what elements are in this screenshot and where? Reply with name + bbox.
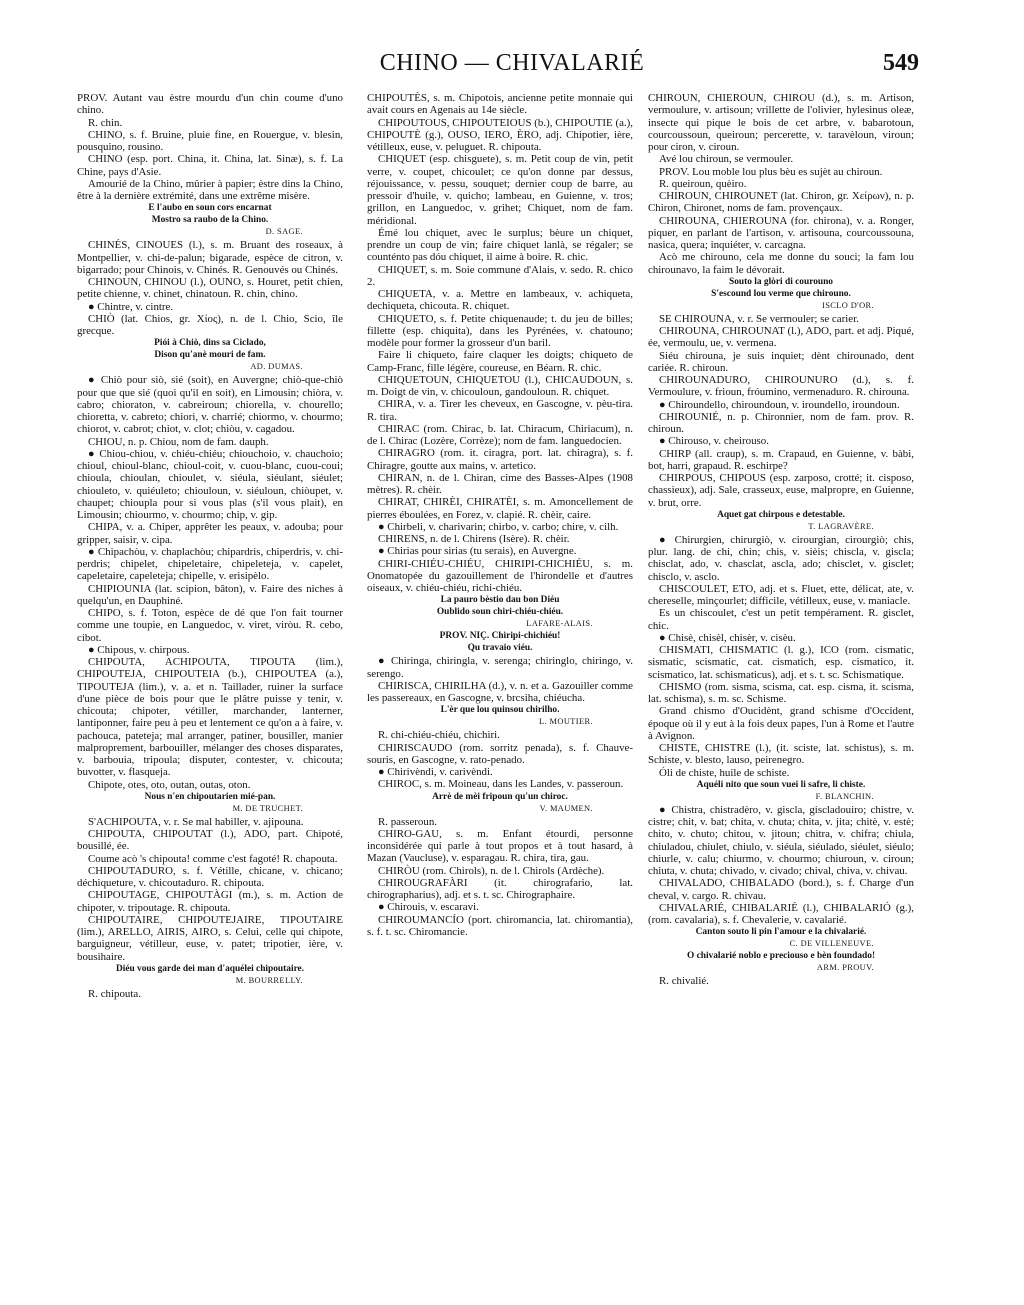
citation-line: S'escound lou verme que chirouno. <box>711 288 851 299</box>
column-right <box>648 92 914 1292</box>
dictionary-entry: CHINO, s. f. Bruine, pluie fine, en Rouergue, v. blesin, pousquino, rousino. <box>77 128 343 153</box>
dictionary-entry: CHIRISCAUDO (rom. sorritz penada), s. f. Chauve-souris, en Gascogne, v. rato-penado. <box>367 741 633 766</box>
dictionary-entry: ● Chirouso, v. cheirouso. <box>659 435 769 448</box>
dictionary-entry: CHIRENS, n. de l. Chirens (Isère). R. chèir. <box>378 533 570 545</box>
dictionary-entry: ● Chisè, chisèl, chisèr, v. cisèu. <box>659 631 796 644</box>
dictionary-entry: CHIVALARIÉ, CHIBALARIÉ (l.), CHIBALARIÓ (g.), (rom. cavalaria), s. f. Chevalerie, v. cavalarié. <box>648 901 914 926</box>
dictionary-entry: CHISTE, CHISTRE (l.), (it. sciste, lat. schistus), s. m. Schiste, v. blesto, lauso, peirenegro. <box>648 742 914 767</box>
dictionary-entry: ● Chintre, v. cintre. <box>88 300 174 313</box>
dictionary-entry: CHIRÒU (rom. Chirols), n. de l. Chirols (Ardèche). <box>378 864 605 877</box>
dictionary-entry: S'ACHIPOUTA, v. r. Se mal habiller, v. ajipouna. <box>88 815 304 828</box>
dictionary-entry: SE CHIROUNA, v. r. Se vermouler; se carier. <box>659 312 859 325</box>
dictionary-entry: R. chivalié. <box>659 975 709 988</box>
citation-line: Aquet gat chirpous e detestable. <box>717 509 845 520</box>
citation-source: LAFARE-ALAIS. <box>526 619 593 629</box>
citation-line: Mostro sa raubo de la Chino. <box>151 215 269 226</box>
dictionary-entry: ● Chirouis, v. escaravi. <box>378 901 479 914</box>
citation-line: Diéu vous garde dei man d'aquélei chipoutaire. <box>115 963 305 974</box>
dictionary-entry: ● Chiringa, chiringla, v. serenga; chiringlo, chiringo, v. serengo. <box>367 655 633 680</box>
dictionary-entry: R. chin. <box>88 116 123 129</box>
dictionary-entry: PROV. Lou moble lou plus bèu es sujèt au chiroun. <box>659 165 883 178</box>
citation-line: Piói à Chiò, dins sa Ciclado, <box>154 338 266 349</box>
dictionary-entry: CHISMATI, CHISMATIC (l. g.), ICO (rom. cismatic, sismatic, scismatic, cat. cismatich, esp. cismatico, it. scismatico, lat. schismaticus), adj. et s. t. sc. Schismatique. <box>648 644 914 681</box>
dictionary-entry: CHINOUN, CHINOU (l.), OUNO, s. Houret, petit chien, petite chienne, v. chinet, chinatoun. R. chin, chino. <box>77 276 343 301</box>
dictionary-entry: CHIPOUTAIRE, CHIPOUTEJAIRE, TIPOUTAIRE (lim.), ARELLO, AIRIS, AIRO, s. Celui, celle qui chipote, barguigneur, vétilleur, euse, v. patet; tripotier, ière, v. bousihaire. <box>77 913 343 963</box>
column-left <box>77 92 343 1292</box>
dictionary-entry: Amourié de la Chino, mûrier à papier; èstre dins la Chino, être à la dernière extrémité, dans une extrême misère. <box>77 177 343 202</box>
dictionary-entry: ● Chirurgien, chirurgiò, v. cirourgian, cirourgiò; chis, plur. lang. de chi, chin; chis, v. sièis; chiscla, v. giscla; chisclat, ado, v. chasclat, ascla, ado; chisclet, v. gisclet; chisclo, v. asclo. <box>648 533 914 583</box>
dictionary-entry: CHIROC, s. m. Moineau, dans les Landes, v. passeroun. <box>378 778 624 791</box>
dictionary-entry: Chipote, otes, oto, outan, outas, oton. <box>88 778 251 791</box>
dictionary-entry: CHIQUETO, s. f. Petite chiquenaude; t. du jeu de billes; fillette (esp. chiquita), dans les Pyrénées, v. chatouno; modèle pour former la grosseur d'un baril. <box>367 312 633 349</box>
dictionary-entry: CHIRA, v. a. Tirer les cheveux, en Gascogne, v. pèu-tira. R. tira. <box>367 398 633 423</box>
dictionary-entry: CHIROUNIÉ, n. p. Chironnier, nom de fam. prov. R. chiroun. <box>648 410 914 435</box>
dictionary-entry: CHIPIOUNIA (lat. scipion, bâton), v. Faire des niches à quelqu'un, en Dauphiné. <box>77 582 343 607</box>
dictionary-entry: Siéu chirouna, je suis inquiet; dènt chirounado, dent cariée. R. chiroun. <box>648 349 914 374</box>
dictionary-entry: CHIRP (all. craup), s. m. Crapaud, en Guienne, v. bàbi, bot, harri, grapaud. R. eschirpe? <box>648 447 914 472</box>
dictionary-entry: CHIPA, v. a. Chiper, apprêter les peaux, v. adouba; pour gripper, saisir, v. cipa. <box>77 521 343 546</box>
column-middle <box>367 92 633 1292</box>
citation-source: V. MAUMEN. <box>539 803 593 813</box>
citation-line: Qu travaio viéu. <box>467 643 533 654</box>
dictionary-entry: CHIROUNA, CHIROUNAT (l.), ADO, part. et adj. Piqué, ée, vermoulu, ue, v. vermena. <box>648 325 914 350</box>
dictionary-entry: CHIROUNA, CHIEROUNA (for. chirona), v. a. Ronger, piquer, en parlant de l'artison, v. artisouna, courcoussouna, nasica, quera; inquiéter, v. carcagna. <box>648 214 914 251</box>
citation-source: L. MOUTIER. <box>539 717 593 727</box>
citation-source: F. BLANCHIN. <box>815 791 874 801</box>
dictionary-entry: R. chi-chiéu-chiéu, chichiri. <box>378 729 500 742</box>
citation-line: E l'aubo en soun cors encarnat <box>148 203 272 214</box>
dictionary-entry: CHIRI-CHIÉU-CHIÉU, CHIRIPI-CHICHIÉU, s. m. Onomatopée du gazouillement de l'hirondelle et d'autres oiseaux, v. chiéu-chiéu, richi-chiéu. <box>367 557 633 594</box>
dictionary-entry: CHIPOUTOUS, CHIPOUTEIOUS (b.), CHIPOUTIE (a.), CHIPOUTÈ (g.), OUSO, IERO, ÈRO, adj. Chipotier, ière, vétilleux, euse, v. peluguet. R. chipouta. <box>367 116 633 153</box>
dictionary-entry: CHIPO, s. f. Toton, espèce de dé que l'on fait tourner comme une toupie, en Languedoc, v. viret, viròu. R. cebo, cibot. <box>77 607 343 644</box>
citation-source: M. BOURRELLY. <box>235 975 303 985</box>
dictionary-entry: CHIRO-GAU, s. m. Enfant étourdi, personne inconsidérée qui parle à tout propos et à tout hasard, à Mazan (Vaucluse), v. esparagau. R. chira, tira, gau. <box>367 827 633 865</box>
citation-line: PROV. NIÇ. Chiripi-chichiéu! <box>439 631 561 642</box>
dictionary-entry: CHIRAT, CHIRÈI, CHIRATÈI, s. m. Amoncellement de pierres éboulées, en Forez, v. clapié. R. chèir, caire. <box>367 496 633 521</box>
dictionary-entry: R. queiroun, quèiro. <box>659 177 747 190</box>
dictionary-entry: ● Chipachòu, v. chaplachòu; chipardris, chiperdris, v. chi-perdris; chipelet, chipeletaire, chipeleteja, v. capelet, capeletaire, capeleteja; chipelle, v. erisipèlo. <box>77 545 343 583</box>
dictionary-entry: CHIQUETA, v. a. Mettre en lambeaux, v. achiqueta, dechiqueta, chicouta. R. chiquet. <box>367 288 633 313</box>
dictionary-entry: CHINÉS, CINOUES (l.), s. m. Bruant des roseaux, à Montpellier, v. chi-de-palun; bigarade, espèce de citron, v. bigarrado; pour Chinois, v. Chinés. R. Genouvés ou Chinés. <box>77 239 343 276</box>
dictionary-entry: CHIQUET (esp. chisguete), s. m. Petit coup de vin, petit verre, v. coupet, chicoulet; ce qu'on donne par dessus, réjouissance, v. pessu, souquet; dernier coup de barre, au pressoir d'huile, v. quicho; lambeau, en Guienne, v. tros; grillon, en Languedoc, v. grihet; Chiquet, nom de fam. méridional. <box>367 153 633 227</box>
citation-source: AD. DUMAS. <box>250 362 303 372</box>
dictionary-entry: CHIRAN, n. de l. Chiran, cime des Basses-Alpes (1908 mètres). R. chèir. <box>367 471 633 496</box>
dictionary-entry: Óli de chiste, huile de schiste. <box>659 766 790 779</box>
citation-source: ISCLO D'OR. <box>822 300 874 310</box>
dictionary-entry: CHIQUETOUN, CHIQUETOU (l.), CHICAUDOUN, s. m. Doigt de vin, v. chicouloun, gandouloun. R. chiquet. <box>367 373 633 398</box>
dictionary-entry: CHISMO (rom. sisma, scisma, cat. esp. cisma, it. scisma, lat. schisma), s. m. sc. Schisme. <box>648 680 914 705</box>
dictionary-entry: PROV. Autant vau èstre mourdu d'un chin coume d'uno chino. <box>77 92 343 117</box>
dictionary-entry: CHISCOULET, ETO, adj. et s. Fluet, ette, délicat, ate, v. chereselle, minçourlet; difficile, vétilleux, euse, v. maniacle. <box>648 582 914 607</box>
dictionary-entry: CHIPOUTÈS, s. m. Chipotois, ancienne petite monnaie qui avait cours en Agenais au 14e siècle. <box>367 92 633 117</box>
dictionary-entry: ● Chirias pour sirias (tu serais), en Auvergne. <box>378 545 577 558</box>
dictionary-entry: ● Chipous, v. chirpous. <box>88 643 190 656</box>
dictionary-entry: Faire li chiqueto, faire claquer les doigts; chiqueto de Camp-Franc, fille légère, coureuse, en Béarn. R. chic. <box>367 349 633 374</box>
dictionary-entry: Acò me chirouno, cela me donne du souci; la fam lou chirounavo, la faim le dévorait. <box>648 251 914 276</box>
dictionary-entry: Coume acò 's chipouta! comme c'est fagoté! R. chapouta. <box>88 852 338 865</box>
dictionary-entry: CHIVALADO, CHIBALADO (bord.), s. f. Charge d'un cheval, v. cargo. R. chivau. <box>648 877 914 902</box>
dictionary-entry: ● Chistra, chistradèro, v. giscla, giscladouiro; chistre, v. cistre; chit, v. bat; chita, v. chuta; chita, v. jita; chitè, v. estè; chito, v. chuto; chitou, v. jitoun; chitra, v. chifra; chiula, chiuladou, chiulet, chiulo, v. siéula, siéulado, siéulet, siéulo; chiurle, v. calu; chiurmo, v. chourmo; chiuroun, v. ciroun; chiuta, v. chuta; chivado, v. civado; chival, chiva, v. chivau. <box>648 803 914 877</box>
page-title: CHINO — CHIVALARIÉ <box>379 50 645 76</box>
dictionary-entry: ● Chiò pour siò, sié (soit), en Auvergne; chiò-que-chiò pour que que sié (quoi qu'il en soit), en Limousin; chiòra, v. cabro; chioraton, v. cabreiroun; chiorella, v. chourello; chioretta, v. cabreto; chiori, v. charrié; chiormo, v. chourmo; chiorot, v. cabrot; chiot, v. clot; chiòu, v. cagadou. <box>77 374 343 436</box>
dictionary-entry: CHIPOUTADURO, s. f. Vétille, chicane, v. chicano; déchiqueture, v. chicoutaduro. R. chipouta. <box>77 864 343 889</box>
citation-line: Arrè de mèi fripoun qu'un chiroc. <box>432 791 568 802</box>
dictionary-entry: Es un chiscoulet, c'est un petit tempérament. R. gisclet, chic. <box>648 607 914 632</box>
citation-line: Oublido soun chiri-chiéu-chiéu. <box>436 607 564 618</box>
citation-line: Dison qu'anè mouri de fam. <box>154 350 266 361</box>
citation-source: T. LAGRAVÈRE. <box>808 521 874 531</box>
dictionary-entry: CHIÒ (lat. Chios, gr. Χίος), n. de l. Chio, Scio, île grecque. <box>77 312 343 337</box>
dictionary-entry: CHIROUN, CHIROUNET (lat. Chiron, gr. Χείρων), n. p. Chiron, Chironet, noms de fam. provençaux. <box>648 190 914 215</box>
dictionary-entry: ● Chirivèndi, v. carivèndi. <box>378 766 493 778</box>
citation-line: Aquéli nito que soun vuei li safre, li chiste. <box>696 779 866 790</box>
dictionary-entry: CHIRAGRO (rom. it. ciragra, port. lat. chiragra), s. f. Chiragre, goutte aux mains, v. artetico. <box>367 447 633 472</box>
dictionary-entry: CHIROUGRAFÀRI (it. chirografario, lat. chirographarius), adj. et s. t. sc. Chirographaire. <box>367 876 633 901</box>
dictionary-entry: CHIPOUTA, CHIPOUTAT (l.), ADO, part. Chipoté, bousillé, ée. <box>77 828 343 853</box>
dictionary-entry: ● Chiou-chiou, v. chiéu-chiéu; chiouchoio, v. chauchoio; chioul, chioul-blanc, chioul-coit, v. cuou-blanc, cuou-coui; chioula, chioulan, chioulet, v. siéula, siéulant, siéulet; chiouleto, v. quiéuleto; chiouloun, v. siéuloun, chiòupet, v. chaupet; chioupla pour si vous plas (s'il vous plait), en Limousin; chiourmo, v. chourmo; chip, v. gip. <box>77 447 343 521</box>
dictionary-entry: CHIROUNADURO, CHIROUNURO (d.), s. f. Vermoulure, v. frioun, fróumino, vermenaduro. R. chirouna. <box>648 374 914 399</box>
citation-line: O chivalarié noblo e preciouso e bèn foundado! <box>686 951 876 962</box>
page-number: 549 <box>883 50 919 76</box>
dictionary-entry: CHIPOUTAGE, CHIPOUTÀGI (m.), s. m. Action de chipoter, v. tripoutage. R. chipouta. <box>77 889 343 914</box>
citation-line: Canton souto li pin l'amour e la chivalarié. <box>695 927 867 938</box>
dictionary-entry: ● Chiroundello, chiroundoun, v. iroundello, iroundoun. <box>659 398 900 411</box>
dictionary-entry: CHIROUN, CHIEROUN, CHIROU (d.), s. m. Artison, vermoulure, v. artisoun; vrillette de l'olivier, hylesinus oleæ, insecte qui pique le bois de cet arbre, v. babarotoun, courcoussoun, queiroun; percerette, v. taravèloun, viroun; pour ciron, v. ciroun. <box>648 92 914 153</box>
dictionary-entry: R. passeroun. <box>378 815 437 828</box>
dictionary-entry: CHIRPOUS, CHIPOUS (esp. zarposo, crotté; it. cisposo, chassieux), adj. Sale, crasseux, euse, malpropre, en Guienne, v. brut, orre. <box>648 472 914 509</box>
dictionary-entry: CHIRAC (rom. Chirac, b. lat. Chiracum, Chiriacum), n. de l. Chirac (Lozère, Corrèze); nom de fam. languedocien. <box>367 422 633 447</box>
citation-source: D. SAGE. <box>265 227 303 237</box>
dictionary-entry: CHIRISCA, CHIRILHA (d.), v. n. et a. Gazouiller comme les passereaux, en Gascogne, v. brcsiha, chiéucha. <box>367 679 633 704</box>
dictionary-entry: Émé lou chiquet, avec le surplus; bèure un chiquet, prendre un coup de vin; faire chiquet lanlà, se régaler; se counténto pas dóu chiquet, il aime à boire. R. chic. <box>367 226 633 264</box>
dictionary-entry: CHINO (esp. port. China, it. China, lat. Sinæ), s. f. La Chine, pays d'Asie. <box>77 153 343 178</box>
dictionary-entry: R. chipouta. <box>88 987 141 1000</box>
citation-line: La pauro bèstio dau bon Diéu <box>440 595 560 606</box>
dictionary-entry: CHIROUMANCÍO (port. chiromancia, lat. chiromantia), s. f. t. sc. Chiromancie. <box>367 913 633 938</box>
citation-line: Souto la glòri di courouno <box>728 276 833 287</box>
dictionary-entry: CHIOU, n. p. Chiou, nom de fam. dauph. <box>88 435 269 448</box>
dictionary-entry: Grand chismo d'Oucidènt, grand schisme d'Occident, époque où il y eut à la fois deux papes, l'un à Rome et l'autre à Avignon. <box>648 705 914 742</box>
citation-line: Nous n'en chipoutarien mié-pan. <box>144 791 276 802</box>
citation-line: L'èr que lou quinsou chirilho. <box>440 705 560 716</box>
dictionary-entry: ● Chirbeli, v. charivarin; chirbo, v. carbo; chire, v. cilh. <box>378 520 619 533</box>
running-head <box>0 50 1024 82</box>
citation-source: C. DE VILLENEUVE. <box>789 939 874 949</box>
dictionary-entry: Avé lou chiroun, se vermouler. <box>659 153 794 166</box>
dictionary-entry: CHIPOUTA, ACHIPOUTA, TIPOUTA (lim.), CHIPOUTEJA, CHIPOUTEIA (b.), CHIPOUTEA (a.), TIPOUTEJA (lim.), v. a. et n. Taillader, ruiner la surface d'une pièce de bois pour que le plâtre puisse y tenir, v. chicouta; chipoter, vétiller, marchander, lanterner, lantiponner, faire peu à peu et lentement ce qu'on a à faire, v. pachouca, pateteja; mal arranger, patiner, bousiller, manier malproprement, barbouiller, mélanger des choses disparates, v. barbouia, tripoula; disputer, contester, v. chicouta; buvotter, v. flasqueja. <box>77 656 343 779</box>
citation-source: M. DE TRUCHET. <box>232 803 303 813</box>
dictionary-entry: CHIQUET, s. m. Soie commune d'Alais, v. sedo. R. chico 2. <box>367 263 633 288</box>
citation-source: ARM. PROUV. <box>816 963 874 973</box>
